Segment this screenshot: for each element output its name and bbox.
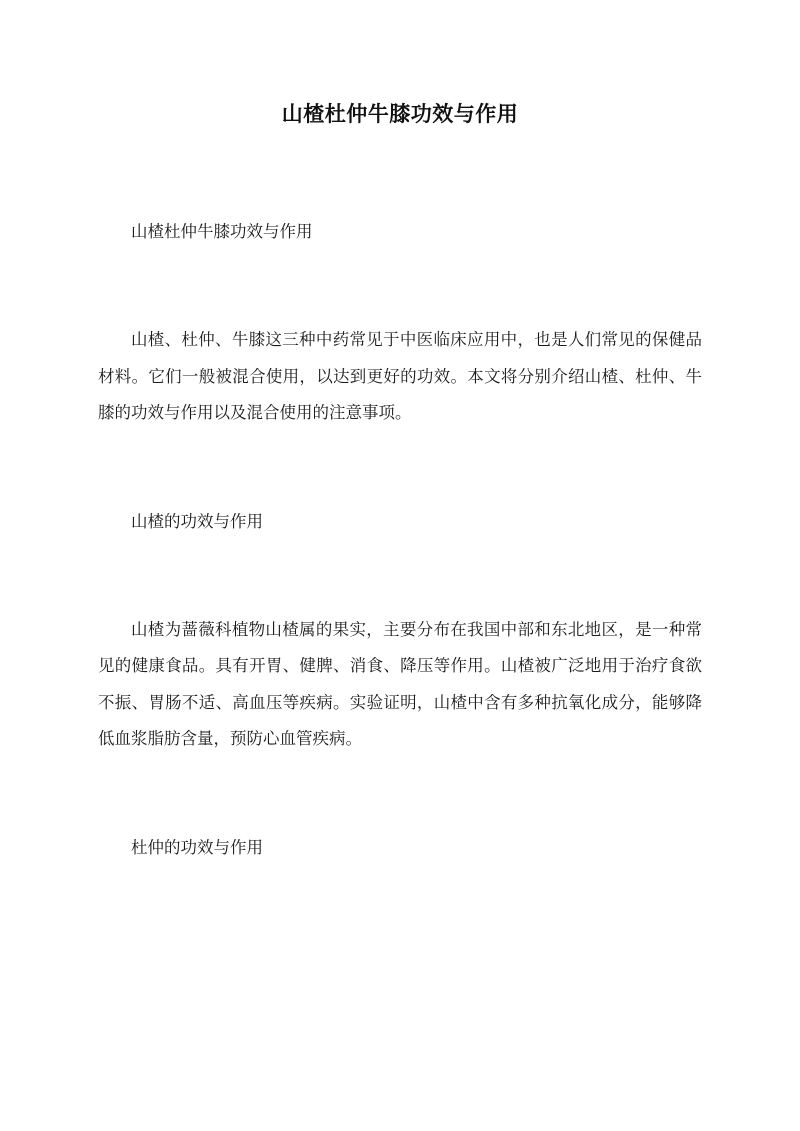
- section-heading-hawthorn: 山楂的功效与作用: [131, 511, 263, 531]
- document-body: [98, 214, 702, 938]
- document-title: 山楂杜仲牛膝功效与作用: [281, 101, 519, 126]
- intro-paragraph: 山楂、杜仲、牛膝这三种中药常见于中医临床应用中，也是人们常见的保健品材料。它们一般被混合使用，以达到更好的功效。本文将分别介绍山楂、杜仲、牛膝的功效与作用以及混合使用的注意事项。: [98, 330, 702, 422]
- section-heading-eucommia: 杜仲的功效与作用: [131, 837, 263, 857]
- section-body-hawthorn: 山楂为蔷薇科植物山楂属的果实，主要分布在我国中部和东北地区，是一种常见的健康食品。具有开胃、健脾、消食、降压等作用。山楂被广泛地用于治疗食欲不振、胃肠不适、高血压等疾病。实验证明，山楂中含有多种抗氧化成分，能够降低血浆脂肪含量，预防心血管疾病。: [98, 619, 702, 748]
- subtitle-paragraph: 山楂杜仲牛膝功效与作用: [131, 222, 313, 241]
